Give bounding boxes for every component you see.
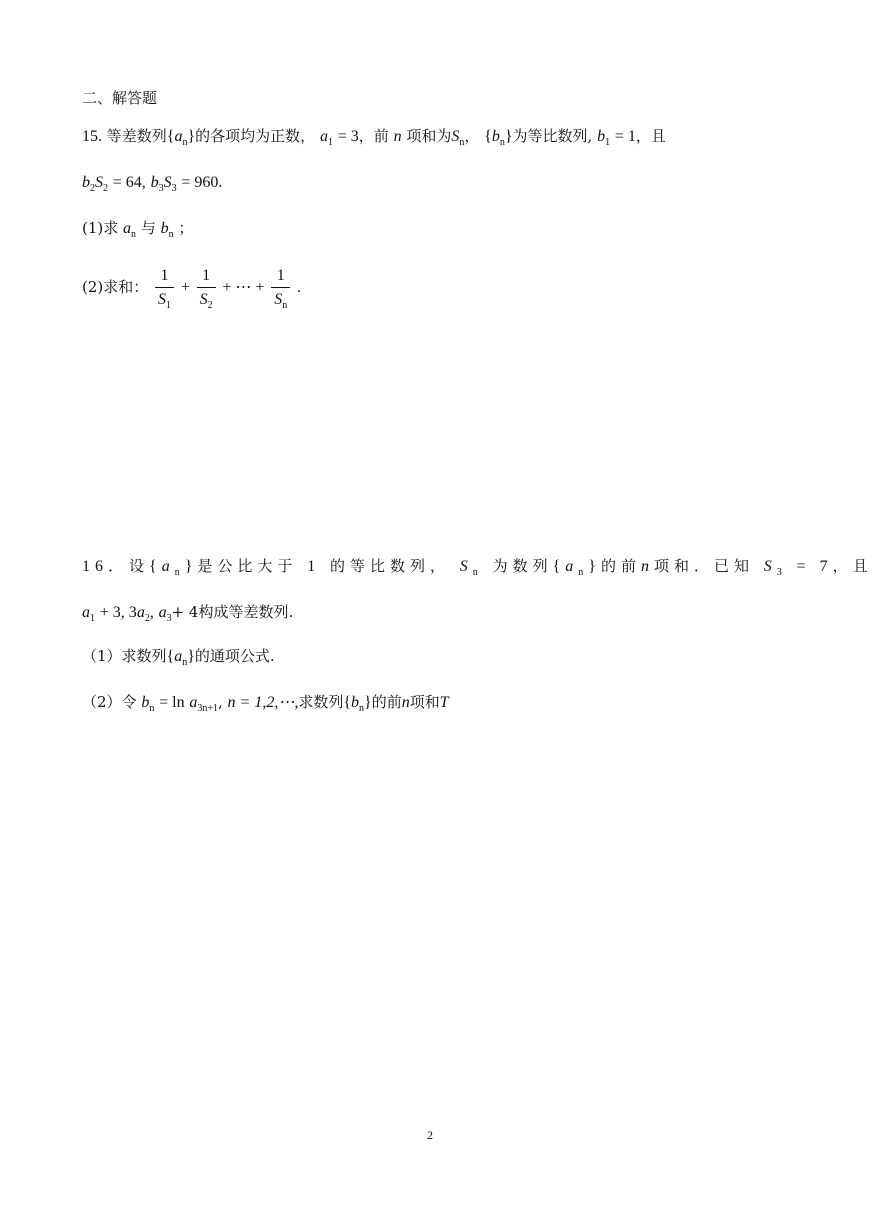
q16-part-2: （2）令 $b_n = \ln a_{3n+1}$, n = 1,2,⋯,求数列$\{b_n\}$的前n项和T (82, 693, 449, 714)
q16-line-1: 16．设$\{a_n\}$是公比大于 1 的等比数列， $S_n$ 为数列$\{a_n\}$的前n项和．已知 $S_3 = 7$，且 (82, 557, 873, 578)
section-title: 二、解答题 (82, 89, 158, 107)
q15-line-1: 15. 等差数列$\{a_n\}$的各项均为正数， $a_1 = 3$，前 n 项和为$S_n$， $\{b_n\}$为等比数列, $b_1 = 1$，且 (82, 127, 666, 148)
fraction-1-over-sn: $\frac{1}{S_n}$ (271, 267, 290, 309)
q15-part-2: (2)求和： $\frac{1}{S_1}$ + $\frac{1}{S_2}$ + ⋯ + $\frac{1}{S_n}$ . (82, 267, 302, 311)
q15-part-1: (1)求 $a_n$ 与 $b_n$ ； (82, 219, 194, 240)
fraction-1-over-s2: $\frac{1}{S_2}$ (197, 267, 216, 309)
page-number: 2 (427, 1128, 433, 1142)
q16-part-1: （1）求数列$\{a_n\}$的通项公式. (82, 647, 275, 668)
q15-line-2: $b_2S_2 = 64$, $b_3S_3 = 960$. (82, 174, 223, 194)
q15-number: 15. (82, 128, 102, 145)
q16-line-2: $a_1 + 3$, $3a_2$, $a_3+ 4$构成等差数列. (82, 603, 294, 624)
fraction-1-over-s1: $\frac{1}{S_1}$ (155, 267, 174, 309)
q16-number: 16． (82, 558, 130, 575)
